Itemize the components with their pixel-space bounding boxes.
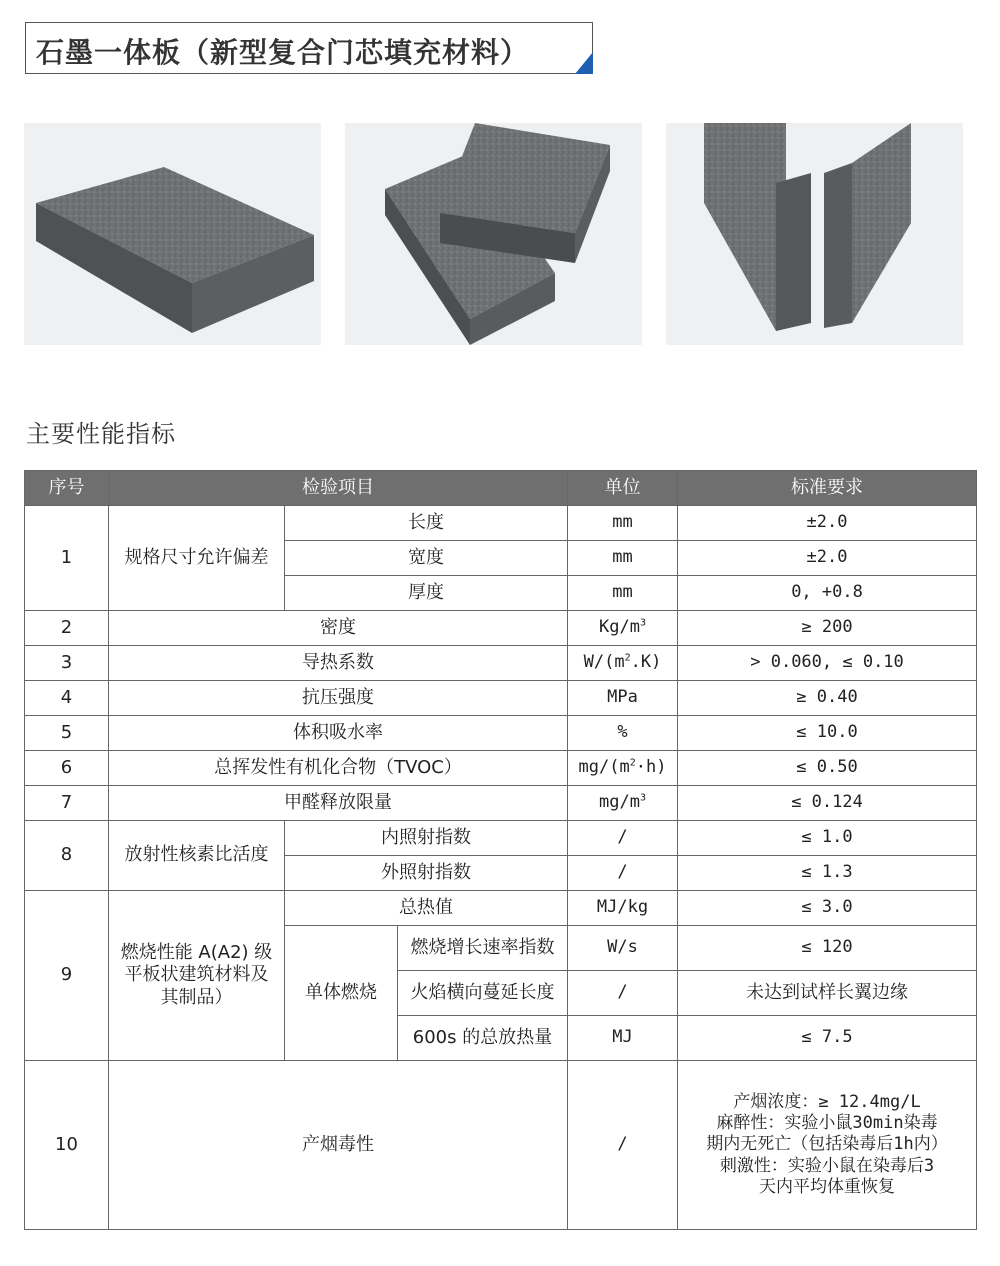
unit-base: W/(m xyxy=(583,652,625,673)
requirement: ≥ 200 xyxy=(678,611,977,646)
unit: MJ/kg xyxy=(568,891,678,926)
item-name: 燃烧增长速率指数 xyxy=(398,926,568,971)
row-number: 4 xyxy=(25,681,109,716)
group-line: 平板状建筑材料及 xyxy=(124,964,269,986)
unit xyxy=(568,611,678,646)
group-line: 燃烧性能 A(A2) 级 xyxy=(120,941,273,963)
table-row xyxy=(25,1061,977,1230)
requirement: 0, +0.8 xyxy=(678,576,977,611)
requirement-line: 麻醉性：实验小鼠30min染毒 xyxy=(716,1113,938,1134)
row-number: 6 xyxy=(25,751,109,786)
unit: / xyxy=(568,821,678,856)
unit: MJ xyxy=(568,1016,678,1061)
table-row xyxy=(25,681,977,716)
requirement-line: 产烟浓度：≥ 12.4mg/L xyxy=(733,1091,921,1112)
row-number: 7 xyxy=(25,786,109,821)
header-unit: 单位 xyxy=(568,471,678,506)
unit: / xyxy=(568,856,678,891)
requirement: > 0.060, ≤ 0.10 xyxy=(678,646,977,681)
row-number: 9 xyxy=(25,891,109,1061)
item-name: 体积吸水率 xyxy=(109,716,568,751)
requirement: ≤ 3.0 xyxy=(678,891,977,926)
unit-tail: ·h) xyxy=(635,757,667,778)
item-name: 长度 xyxy=(285,506,568,541)
row-number: 1 xyxy=(25,506,109,611)
unit: MPa xyxy=(568,681,678,716)
item-name: 外照射指数 xyxy=(285,856,568,891)
requirement: ≥ 0.40 xyxy=(678,681,977,716)
group-line: 其制品） xyxy=(160,986,233,1008)
table-row xyxy=(25,646,977,681)
item-group: 规格尺寸允许偏差 xyxy=(109,506,285,611)
title-box xyxy=(25,22,593,74)
unit xyxy=(568,751,678,786)
requirement: ≤ 10.0 xyxy=(678,716,977,751)
requirement: ±2.0 xyxy=(678,506,977,541)
item-name: 总挥发性有机化合物（TVOC） xyxy=(109,751,568,786)
item-name: 内照射指数 xyxy=(285,821,568,856)
requirement xyxy=(678,1061,977,1230)
header-requirement: 标准要求 xyxy=(678,471,977,506)
item-name: 火焰横向蔓延长度 xyxy=(398,971,568,1016)
row-number: 10 xyxy=(25,1061,109,1230)
row-number: 8 xyxy=(25,821,109,891)
graphite-board-photo-edges xyxy=(666,123,963,345)
unit: / xyxy=(568,1061,678,1230)
unit xyxy=(568,786,678,821)
sub-group: 单体燃烧 xyxy=(285,926,398,1061)
item-name: 密度 xyxy=(109,611,568,646)
item-name: 600s 的总放热量 xyxy=(398,1016,568,1061)
table-row xyxy=(25,716,977,751)
table-row xyxy=(25,786,977,821)
row-number: 5 xyxy=(25,716,109,751)
header-no: 序号 xyxy=(25,471,109,506)
item-name: 宽度 xyxy=(285,541,568,576)
table-row xyxy=(25,891,977,926)
requirement: ≤ 0.124 xyxy=(678,786,977,821)
unit: % xyxy=(568,716,678,751)
requirement: ±2.0 xyxy=(678,541,977,576)
item-name: 产烟毒性 xyxy=(109,1061,568,1230)
unit-superscript: 2 xyxy=(624,652,631,664)
unit: / xyxy=(568,971,678,1016)
item-name: 甲醛释放限量 xyxy=(109,786,568,821)
unit-base: mg/(m xyxy=(578,757,630,778)
unit: mm xyxy=(568,541,678,576)
graphite-board-photo-stacked xyxy=(345,123,642,345)
section-heading: 主要性能指标 xyxy=(26,420,176,448)
title-corner-accent xyxy=(575,52,593,74)
requirement-line: 期内无死亡（包括染毒后1h内） xyxy=(706,1134,948,1155)
table-row xyxy=(25,611,977,646)
unit-superscript: 2 xyxy=(629,757,636,769)
requirement: ≤ 1.3 xyxy=(678,856,977,891)
table-row xyxy=(25,821,977,856)
unit-base: mg/m xyxy=(599,792,640,813)
performance-table xyxy=(24,470,977,1230)
unit-base: Kg/m xyxy=(599,617,640,638)
page-title: 石墨一体板（新型复合门芯填充材料） xyxy=(36,36,530,69)
unit-superscript: 3 xyxy=(639,792,646,804)
requirement: ≤ 1.0 xyxy=(678,821,977,856)
item-group xyxy=(109,891,285,1061)
table-row xyxy=(25,506,977,541)
requirement: ≤ 0.50 xyxy=(678,751,977,786)
item-name: 总热值 xyxy=(285,891,568,926)
unit-superscript: 3 xyxy=(639,617,646,629)
requirement: ≤ 7.5 xyxy=(678,1016,977,1061)
item-name: 抗压强度 xyxy=(109,681,568,716)
unit xyxy=(568,646,678,681)
requirement: 未达到试样长翼边缘 xyxy=(678,971,977,1016)
graphite-board-photo-flat xyxy=(24,123,321,345)
table-row xyxy=(25,751,977,786)
unit: W/s xyxy=(568,926,678,971)
requirement-line: 刺激性：实验小鼠在染毒后3 xyxy=(719,1155,935,1176)
requirement: ≤ 120 xyxy=(678,926,977,971)
item-group: 放射性核素比活度 xyxy=(109,821,285,891)
item-name: 厚度 xyxy=(285,576,568,611)
unit: mm xyxy=(568,576,678,611)
table-header-row xyxy=(25,471,977,506)
requirement-line: 天内平均体重恢复 xyxy=(759,1176,896,1197)
row-number: 3 xyxy=(25,646,109,681)
unit-tail: .K) xyxy=(630,652,662,673)
item-name: 导热系数 xyxy=(109,646,568,681)
unit: mm xyxy=(568,506,678,541)
row-number: 2 xyxy=(25,611,109,646)
header-item: 检验项目 xyxy=(109,471,568,506)
